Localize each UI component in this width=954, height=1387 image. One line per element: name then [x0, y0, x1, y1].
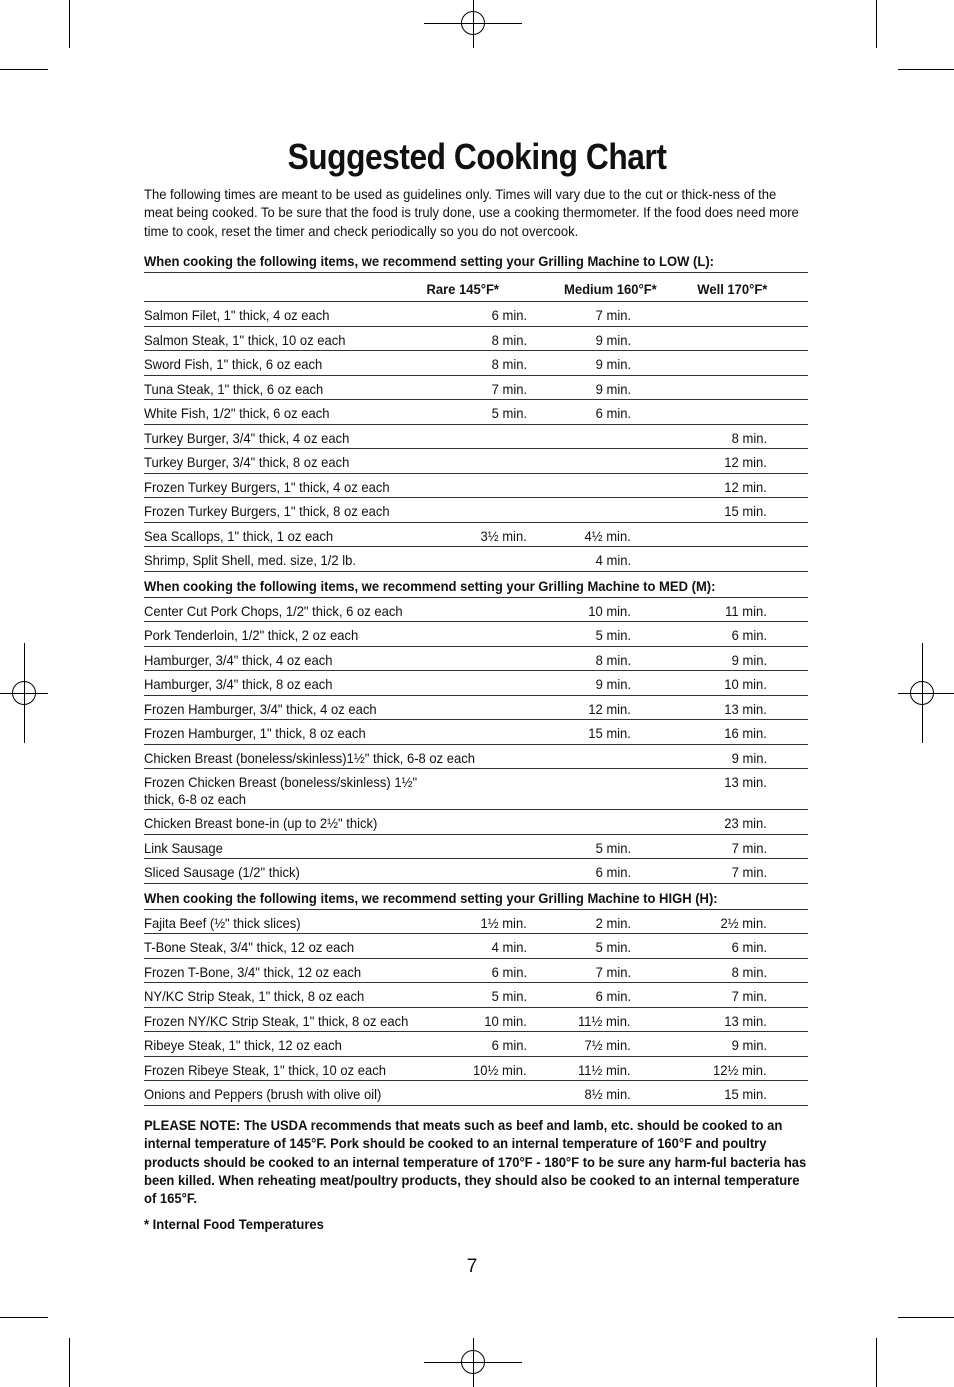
well-time: 8 min. [731, 429, 767, 446]
crop-mark [0, 1317, 48, 1318]
rare-time: 10 min. [484, 1012, 527, 1029]
well-time: 16 min. [724, 725, 767, 741]
medium-time: 2 min. [595, 914, 631, 931]
table-row [144, 835, 808, 860]
well-time: 6 min. [731, 939, 767, 955]
well-time: 8 min. [731, 963, 767, 980]
section-heading [144, 884, 808, 910]
item-label: Sword Fish, 1" thick, 6 oz each [144, 356, 323, 372]
table-row [144, 1081, 808, 1106]
medium-time: 15 min. [588, 725, 631, 741]
well-time: 6 min. [731, 627, 767, 643]
well-time: 7 min. [731, 839, 767, 856]
item-label: Frozen Ribeye Steak, 1" thick, 10 oz each [144, 1061, 387, 1078]
column-header-medium: Medium 160°F* [564, 281, 657, 297]
table-row [144, 425, 808, 450]
item-label: Salmon Steak, 1" thick, 10 oz each [144, 331, 346, 348]
registration-mark-bottom [424, 1338, 522, 1387]
table-row [144, 449, 808, 474]
footnote: * Internal Food Temperatures [144, 1216, 324, 1232]
rare-time: 10½ min. [473, 1061, 527, 1078]
well-time: 9 min. [731, 1037, 767, 1053]
medium-time: 5 min. [595, 839, 631, 856]
table-row [144, 351, 808, 376]
medium-time: 5 min. [595, 627, 631, 643]
crop-mark [69, 0, 70, 48]
medium-time: 6 min. [595, 988, 631, 1004]
usda-note: PLEASE NOTE: The USDA recommends that meats such as beef and lamb, etc. should be cooked to an internal temperature of 145°F. Pork should be cooked to an internal temperature of 160°F and poultry products should be cooked to an internal temperature of 170°F - 180°F to be sure any harm-ful bacteria has been killed. When reheating meat/poultry products, they should also be cooked to an internal temperature of 165°F. [144, 1117, 807, 1207]
table-row [144, 400, 808, 425]
item-label: T-Bone Steak, 3/4" thick, 12 oz each [144, 939, 355, 955]
well-time: 15 min. [724, 503, 767, 519]
rare-time: 6 min. [491, 963, 527, 980]
page-title: Suggested Cooking Chart [287, 136, 667, 177]
crop-mark [69, 1338, 70, 1387]
item-label: Tuna Steak, 1" thick, 6 oz each [144, 380, 324, 397]
crop-mark [898, 69, 954, 70]
well-time: 10 min. [724, 676, 767, 692]
medium-time: 9 min. [595, 331, 631, 348]
table-row [144, 720, 808, 745]
item-label: Sliced Sausage (1/2" thick) [144, 864, 300, 880]
item-label: Turkey Burger, 3/4" thick, 4 oz each [144, 429, 350, 446]
well-time: 9 min. [731, 749, 767, 766]
table-row [144, 810, 808, 835]
table-row [144, 622, 808, 647]
rare-time: 1½ min. [480, 914, 527, 931]
column-header-rare: Rare 145°F* [426, 281, 499, 297]
item-label: Link Sausage [144, 839, 223, 856]
medium-time: 10 min. [588, 602, 631, 619]
medium-time: 6 min. [595, 864, 631, 880]
crop-mark [0, 69, 48, 70]
rare-time: 6 min. [491, 1037, 527, 1053]
section-heading-text: When cooking the following items, we recommend setting your Grilling Machine to LOW (L): [144, 253, 715, 269]
item-label: Frozen Hamburger, 3/4" thick, 4 oz each [144, 700, 377, 717]
medium-time: 9 min. [595, 676, 631, 692]
well-time: 13 min. [724, 1012, 767, 1029]
table-row [144, 983, 808, 1008]
medium-time: 11½ min. [578, 1012, 631, 1029]
well-time: 7 min. [731, 988, 767, 1004]
table-row [144, 859, 808, 884]
section-heading [144, 247, 808, 273]
item-label: Frozen Turkey Burgers, 1" thick, 8 oz each [144, 503, 390, 519]
item-label: Sea Scallops, 1" thick, 1 oz each [144, 527, 334, 544]
item-label: Hamburger, 3/4" thick, 4 oz each [144, 651, 333, 668]
item-label: White Fish, 1/2" thick, 6 oz each [144, 405, 330, 421]
table-row [144, 327, 808, 352]
table-row [144, 671, 808, 696]
item-label: Chicken Breast (boneless/skinless)1½" thick, 6-8 oz each [144, 749, 476, 766]
item-label: Center Cut Pork Chops, 1/2" thick, 6 oz each [144, 602, 403, 619]
item-label: NY/KC Strip Steak, 1" thick, 8 oz each [144, 988, 365, 1004]
rare-time: 3½ min. [480, 527, 527, 544]
column-header-row [144, 273, 808, 302]
table-row [144, 547, 808, 572]
table-row [144, 523, 808, 548]
crop-mark [876, 0, 877, 48]
table-row [144, 474, 808, 499]
table-row [144, 934, 808, 959]
rare-time: 8 min. [491, 356, 527, 372]
well-time: 12 min. [724, 478, 767, 495]
medium-time: 6 min. [595, 405, 631, 421]
item-label: Frozen Turkey Burgers, 1" thick, 4 oz each [144, 478, 390, 495]
table-row [144, 769, 808, 810]
well-time: 7 min. [731, 864, 767, 880]
table-row [144, 696, 808, 721]
section-heading-text: When cooking the following items, we recommend setting your Grilling Machine to MED (M): [144, 577, 716, 594]
item-label: Chicken Breast bone-in (up to 2½" thick) [144, 815, 378, 831]
rare-time: 5 min. [491, 988, 527, 1004]
well-time: 12 min. [724, 454, 767, 470]
medium-time: 7½ min. [584, 1037, 631, 1053]
item-label: Shrimp, Split Shell, med. size, 1/2 lb. [144, 552, 357, 568]
item-label: Pork Tenderloin, 1/2" thick, 2 oz each [144, 627, 359, 643]
item-label: Salmon Filet, 1" thick, 4 oz each [144, 307, 330, 323]
rare-time: 5 min. [491, 405, 527, 421]
well-time: 23 min. [724, 815, 767, 831]
table-row [144, 498, 808, 523]
column-header-well: Well 170°F* [696, 281, 767, 297]
well-time: 2½ min. [720, 914, 767, 931]
item-label: Frozen T-Bone, 3/4" thick, 12 oz each [144, 963, 362, 980]
rare-time: 6 min. [491, 307, 527, 323]
item-label: Hamburger, 3/4" thick, 8 oz each [144, 676, 333, 692]
item-label: Ribeye Steak, 1" thick, 12 oz each [144, 1037, 342, 1053]
well-time: 13 min. [724, 700, 767, 717]
table-row [144, 302, 808, 327]
medium-time: 8 min. [595, 651, 631, 668]
medium-time: 4½ min. [584, 527, 631, 544]
item-label: Frozen Chicken Breast (boneless/skinless) 1½" thick, 6-8 oz each [144, 774, 418, 807]
section-heading [144, 572, 808, 598]
crop-mark [876, 1338, 877, 1387]
page-number: 7 [466, 1256, 478, 1277]
table-row [144, 959, 808, 984]
medium-time: 7 min. [595, 963, 631, 980]
well-time: 9 min. [731, 651, 767, 668]
medium-time: 12 min. [588, 700, 631, 717]
medium-time: 9 min. [595, 380, 631, 397]
cooking-chart-table [144, 247, 808, 1106]
item-label: Turkey Burger, 3/4" thick, 8 oz each [144, 454, 350, 470]
rare-time: 8 min. [491, 331, 527, 348]
medium-time: 7 min. [595, 307, 631, 323]
item-label: Onions and Peppers (brush with olive oil) [144, 1086, 382, 1102]
table-row [144, 1057, 808, 1082]
medium-time: 9 min. [595, 356, 631, 372]
table-row [144, 1008, 808, 1033]
well-time: 15 min. [724, 1086, 767, 1102]
rare-time: 4 min. [491, 939, 527, 955]
registration-mark-left [0, 643, 48, 743]
section-heading-text: When cooking the following items, we recommend setting your Grilling Machine to HIGH (H): [144, 889, 718, 906]
rare-time: 7 min. [491, 380, 527, 397]
item-label: Frozen Hamburger, 1" thick, 8 oz each [144, 725, 366, 741]
medium-time: 4 min. [595, 552, 631, 568]
well-time: 11 min. [725, 602, 767, 619]
item-label: Fajita Beef (½" thick slices) [144, 914, 301, 931]
well-time: 12½ min. [713, 1061, 767, 1078]
registration-mark-top [424, 0, 522, 48]
table-row [144, 745, 808, 770]
table-row [144, 910, 808, 935]
table-row [144, 1032, 808, 1057]
medium-time: 5 min. [595, 939, 631, 955]
medium-time: 11½ min. [578, 1061, 631, 1078]
item-label: Frozen NY/KC Strip Steak, 1" thick, 8 oz each [144, 1012, 409, 1029]
well-time: 13 min. [724, 774, 767, 790]
table-row [144, 598, 808, 623]
medium-time: 8½ min. [584, 1086, 631, 1102]
crop-mark [898, 1317, 954, 1318]
registration-mark-right [898, 643, 954, 743]
table-row [144, 647, 808, 672]
intro-paragraph: The following times are meant to be used as guidelines only. Times will vary due to the cut or thick-ness of the meat being cooked. To be sure that the food is truly done, use a cooking thermometer. If the food does need more time to cook, reset the timer and check periodically so you do not overcook. [144, 186, 799, 239]
table-row [144, 376, 808, 401]
